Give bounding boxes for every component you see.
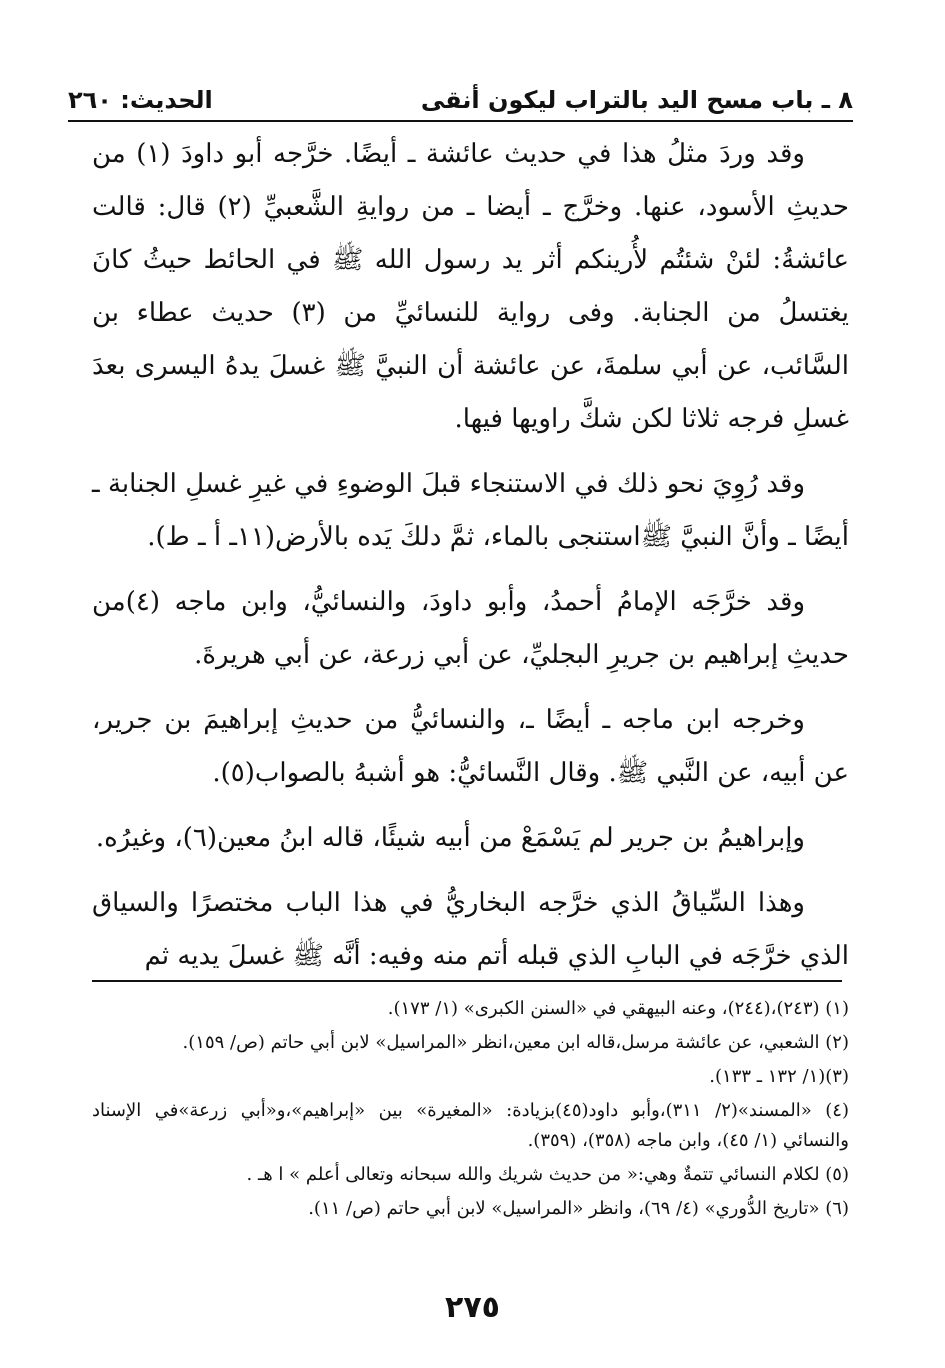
footnote: (١) (٢٤٣)،(٢٤٤)، وعنه البيهقي في «السنن الكبرى» (١/ ١٧٣).	[387, 998, 849, 1019]
paragraph: وقد خرَّجَه الإمامُ أحمدُ، وأبو داودَ، والنسائيُّ، وابن ماجه (٤)من حديثِ إبراهيم بن جريرِ البجليِّ، عن أبي زرعة، عن أبي هريرةَ.	[92, 587, 849, 670]
paragraph: وإبراهيمُ بن جرير لم يَسْمَعْ من أبيه شيئًا، قاله ابنُ معين(٦)، وغيرُه.	[95, 823, 805, 853]
footnote: (٦) «تاريخ الدُّوري» (٤/ ٦٩)، وانظر «المراسيل» لابن أبي حاتم (ص/ ١١).	[308, 1198, 849, 1219]
hadith-number: الحديث: ٢٦٠	[68, 86, 213, 114]
main-text	[92, 128, 849, 995]
paragraph: وخرجه ابن ماجه ـ أيضًا ـ، والنسائيُّ من حديثِ إبراهيمَ بن جرير، عن أبيه، عن النَّبي ﷺ. وقال النَّسائيُّ: هو أشبهُ بالصواب(٥).	[92, 705, 849, 788]
footnote: (٥) لكلام النسائي تتمةٌ وهي:« من حديث شريك والله سبحانه وتعالى أعلم » ا هـ .	[246, 1164, 849, 1185]
footnote-divider	[92, 980, 842, 982]
footnote: (٤) «المسند»(٢/ ٣١١)،وأبو داود(٤٥)بزيادة: «المغيرة» بين «إبراهيم»،و«أبي زرعة»في الإسناد والنسائي (١/ ٤٥)، وابن ماجه (٣٥٨)، (٣٥٩).	[92, 1100, 849, 1151]
paragraph: وقد وردَ مثلُ هذا في حديث عائشة ـ أيضًا. خرَّجه أبو داودَ (١) من حديثِ الأسود، عنها. وخرَّج ـ أيضا ـ من روايةِ الشَّعبيِّ (٢) قال: قالت عائشةُ: لئنْ شئتُم لأُرينكم أثر يد رسول الله ﷺ في الحائط حيثُ كانَ يغتسلُ من الجنابة. وفى رواية للنسائيِّ من (٣) حديث عطاء بن السَّائب، عن أبي سلمةَ، عن عائشة أن النبيَّ ﷺ غسلَ يدهُ اليسرى بعدَ غسلِ فرجه ثلاثا لكن شكَّ راويها فيها.	[92, 139, 849, 434]
paragraph: وقد رُوِيَ نحو ذلك في الاستنجاء قبلَ الوضوءِ في غيرِ غسلِ الجنابة ـ أيضًا ـ وأنَّ النبيَّ ﷺاستنجى بالماء، ثمَّ دلكَ يَده بالأرض(١١ـ أ ـ ط).	[92, 469, 849, 552]
chapter-title: ٨ ـ باب مسح اليد بالتراب ليكون أنقى	[420, 86, 853, 114]
paragraph: وهذا السِّياقُ الذي خرَّجه البخاريُّ في هذا الباب مختصرًا والسياق الذي خرَّجَه في البابِ الذي قبله أتم منه وفيه: أنَّه ﷺ غسلَ يديه ثم	[92, 888, 849, 971]
footnotes	[92, 994, 849, 1228]
footnote: (٢) الشعبي، عن عائشة مرسل،قاله ابن معين،انظر «المراسيل» لابن أبي حاتم (ص/ ١٥٩).	[182, 1032, 849, 1053]
page-number: ٢٧٥	[445, 1290, 500, 1325]
footnote: (٣)(١/ ١٣٢ ـ ١٣٣).	[709, 1066, 849, 1087]
running-header	[68, 70, 853, 122]
